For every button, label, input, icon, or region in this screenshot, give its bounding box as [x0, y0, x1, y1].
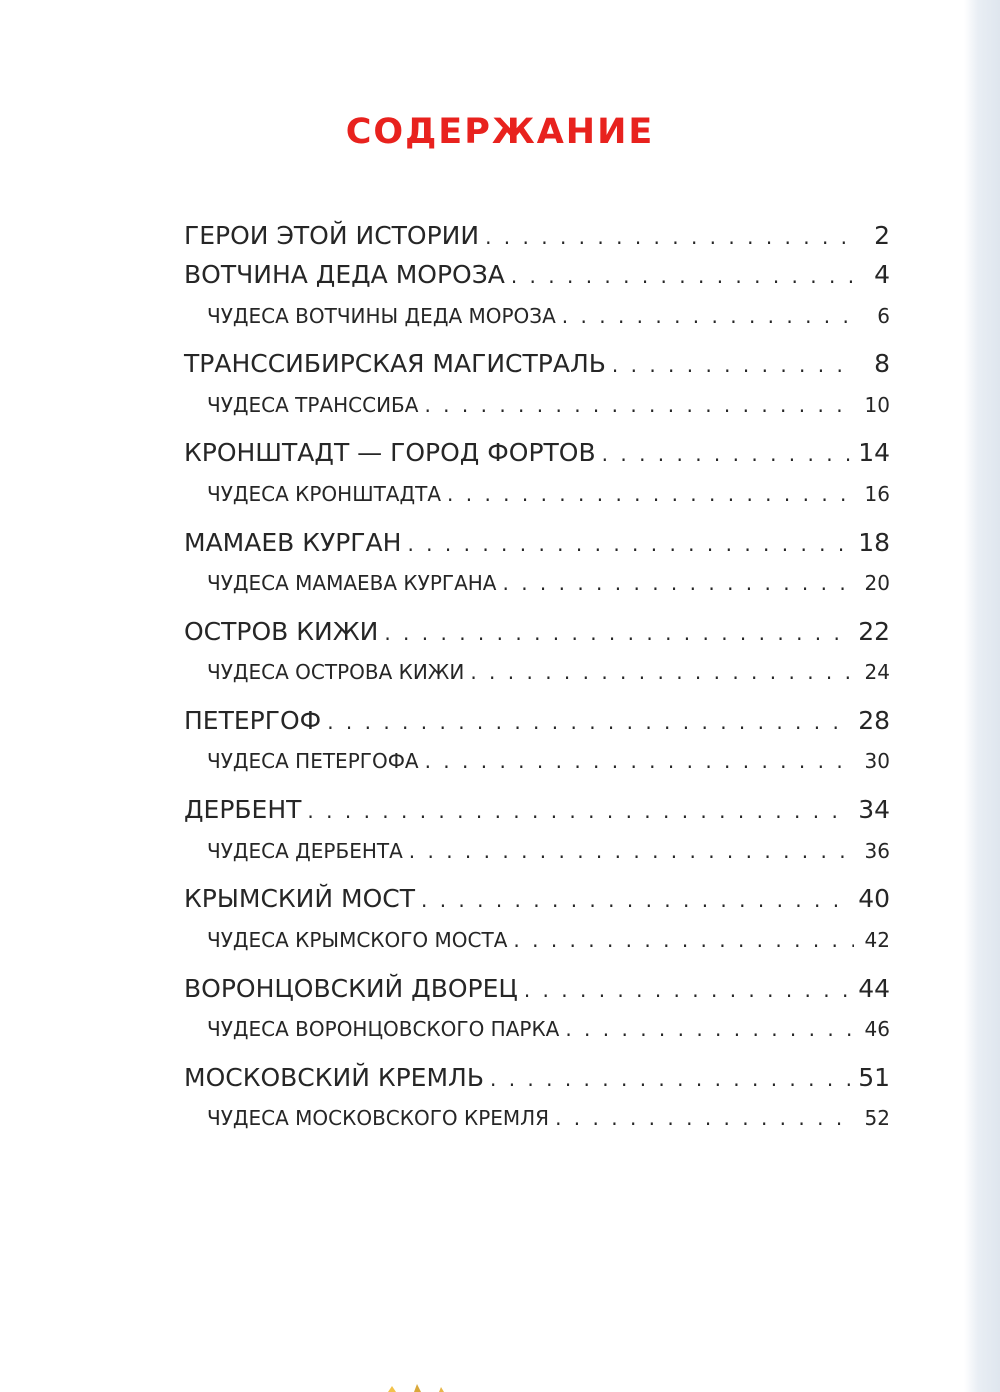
toc-entry-label: ПЕТЕРГОФ: [184, 706, 322, 735]
toc-subentry[interactable]: [207, 1015, 890, 1043]
leader-dots: [490, 1063, 852, 1095]
toc-entry-label: КРЫМСКИЙ МОСТ: [184, 884, 415, 913]
toc-entry-label: ВОТЧИНА ДЕДА МОРОЗА: [184, 260, 505, 289]
toc-page-number: 52: [864, 1106, 890, 1130]
toc-entry[interactable]: [184, 616, 890, 649]
toc-entry-label: ЧУДЕСА КРОНШТАДТА: [207, 482, 442, 506]
toc-entry-label: ЧУДЕСА ВОРОНЦОВСКОГО ПАРКА: [207, 1017, 560, 1041]
toc-page-number: 36: [864, 839, 890, 863]
toc-entry[interactable]: [184, 794, 890, 827]
toc-entry-label: ЧУДЕСА ТРАНССИБА: [207, 393, 419, 417]
toc-entry[interactable]: [184, 883, 890, 916]
toc-subentry[interactable]: [207, 569, 890, 597]
decorative-illustration-fragment: [384, 1382, 454, 1392]
toc-entry-label: ЧУДЕСА МОСКОВСКОГО КРЕМЛЯ: [207, 1106, 550, 1130]
toc-entry-label: ЧУДЕСА ВОТЧИНЫ ДЕДА МОРОЗА: [207, 304, 556, 328]
toc-page-number: 16: [864, 482, 890, 506]
leader-dots: [425, 747, 854, 775]
toc-entry-label: ЧУДЕСА МАМАЕВА КУРГАНА: [207, 571, 497, 595]
toc-entry-label: МАМАЕВ КУРГАН: [184, 528, 402, 557]
toc-entry-label: ОСТРОВ КИЖИ: [184, 617, 379, 646]
toc-page-number: 22: [858, 617, 890, 646]
toc-entry[interactable]: [184, 527, 890, 560]
leader-dots: [565, 1015, 854, 1043]
page-title: СОДЕРЖАНИЕ: [345, 112, 655, 152]
toc-subentry[interactable]: [207, 926, 890, 954]
leader-dots: [602, 438, 853, 470]
toc-entry[interactable]: [184, 705, 890, 738]
leader-dots: [407, 528, 852, 560]
toc-page-number: 10: [864, 393, 890, 417]
toc-page-number: 44: [858, 974, 890, 1003]
toc-page-number: 40: [858, 884, 890, 913]
leader-dots: [447, 480, 854, 508]
toc-subentry[interactable]: [207, 391, 890, 419]
toc-page-number: 6: [877, 304, 890, 328]
leader-dots: [327, 706, 852, 738]
toc-entry-label: ЧУДЕСА ОСТРОВА КИЖИ: [207, 660, 465, 684]
toc-page-number: 18: [858, 528, 890, 557]
toc-entry[interactable]: [184, 1062, 890, 1095]
leader-dots: [421, 884, 852, 916]
toc-subentry[interactable]: [207, 302, 890, 330]
leader-dots: [384, 617, 852, 649]
toc-entry-label: ЧУДЕСА КРЫМСКОГО МОСТА: [207, 928, 508, 952]
toc-page-number: 34: [858, 795, 890, 824]
toc-page-number: 30: [864, 749, 890, 773]
toc-subentry[interactable]: [207, 658, 890, 686]
toc-page-number: 8: [874, 349, 890, 378]
toc-subentry[interactable]: [207, 837, 890, 865]
toc-entry[interactable]: [184, 973, 890, 1006]
leader-dots: [524, 974, 852, 1006]
toc-subentry[interactable]: [207, 480, 890, 508]
toc-subentry[interactable]: [207, 747, 890, 775]
toc-page-number: 46: [864, 1017, 890, 1041]
leader-dots: [409, 837, 854, 865]
toc-entry-label: ЧУДЕСА ПЕТЕРГОФА: [207, 749, 419, 773]
leader-dots: [612, 349, 854, 381]
toc-page-number: 4: [874, 260, 890, 289]
leader-dots: [502, 569, 854, 597]
toc-page-number: 24: [864, 660, 890, 684]
toc-page-number: 42: [864, 928, 890, 952]
toc-page-number: 51: [858, 1063, 890, 1092]
toc-page-number: 14: [858, 438, 890, 467]
toc-entry-label: ВОРОНЦОВСКИЙ ДВОРЕЦ: [184, 974, 518, 1003]
toc-page-number: 28: [858, 706, 890, 735]
leader-dots: [470, 658, 854, 686]
leader-dots: [555, 1104, 854, 1132]
toc-entry[interactable]: [184, 437, 890, 470]
toc-entry-label: ТРАНССИБИРСКАЯ МАГИСТРАЛЬ: [184, 349, 606, 378]
leader-dots: [513, 926, 854, 954]
leader-dots: [511, 260, 854, 292]
leader-dots: [562, 302, 854, 330]
toc-entry-label: КРОНШТАДТ — ГОРОД ФОРТОВ: [184, 438, 596, 467]
leader-dots: [307, 795, 852, 827]
toc-entry[interactable]: [184, 259, 890, 292]
toc-entry[interactable]: [184, 348, 890, 381]
leader-dots: [485, 221, 854, 253]
toc-entry[interactable]: [184, 220, 890, 253]
toc-page-number: 20: [864, 571, 890, 595]
toc-entry-label: ГЕРОИ ЭТОЙ ИСТОРИИ: [184, 221, 480, 250]
toc-entry-label: ЧУДЕСА ДЕРБЕНТА: [207, 839, 403, 863]
toc-entry-label: МОСКОВСКИЙ КРЕМЛЬ: [184, 1063, 484, 1092]
toc-subentry[interactable]: [207, 1104, 890, 1132]
toc-entry-label: ДЕРБЕНТ: [184, 795, 302, 824]
toc-page-number: 2: [874, 221, 890, 250]
leader-dots: [424, 391, 854, 419]
